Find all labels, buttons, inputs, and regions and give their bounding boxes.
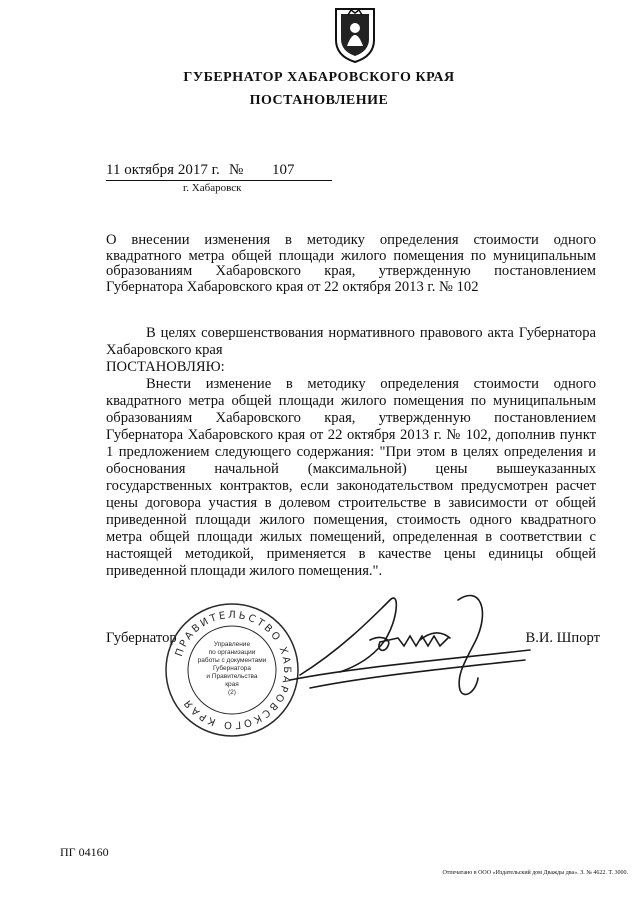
decree-word: ПОСТАНОВЛЯЮ: xyxy=(106,359,225,375)
main-paragraph: Внести изменение в методику определения стоимости одного квадратного метра общей площади жилого помещения по муниципальным образованиям Хабаровского края, утвержденную постановлением Губернатора Хабаровского края от 22 октября 2013 г. № 102, дополнив пункт 1 предложением следующего содержания: "При этом в целях определения и обоснования начальной (максимальной) цены вышеуказанных государственных контрактов, если законодательством предусмотрен расчет цены договора участия в долевом строительстве в зависимости от общей приведенной площади жилого помещения, стоимость одного квадратного метра общей площади жилых помещений, определенная в соответствии с настоящей методикой, применяется в качестве цены единицы общей приведенной площади жилого помещения.". xyxy=(106,376,596,579)
stamp-line-1: Управление xyxy=(213,641,251,648)
issuer-title: ГУБЕРНАТОР ХАБАРОВСКОГО КРАЯ xyxy=(183,70,455,85)
preamble-paragraph: В целях совершенствования нормативного правового акта Губернатора Хабаровского края xyxy=(106,325,596,358)
number-sign: № xyxy=(229,162,244,178)
stamp-line-4: Губернатора xyxy=(212,665,252,672)
svg-text:ПРАВИТЕЛЬСТВО ХАБАРОВСКОГО КРА: ПРАВИТЕЛЬСТВО ХАБАРОВСКОГО КРАЯ xyxy=(173,609,293,731)
stamp-line-3: работы с документами xyxy=(197,657,267,664)
document-type: ПОСТАНОВЛЕНИЕ xyxy=(249,93,389,108)
signatory-name: В.И. Шпорт xyxy=(525,630,600,646)
document-subject: О внесении изменения в методику определения стоимости одного квадратного метра общей площади жилого помещения по муниципальным образованиям Хабаровского края, утвержденную постановлением Губернатора Хабаровского края от 22 октября 2013 г. № 102 xyxy=(106,232,596,295)
stamp-line-7: (2) xyxy=(228,689,236,696)
signatory-position: Губернатор xyxy=(106,630,177,646)
handwritten-signature xyxy=(280,580,540,710)
printer-imprint: Отпечатано в ООО «Издательский дом Дважды два». З. № 4622. Т. 3000. xyxy=(442,870,628,876)
document-date: 11 октября 2017 г. xyxy=(106,162,220,178)
stamp-line-6: края xyxy=(225,681,239,688)
coat-of-arms-icon xyxy=(333,6,377,64)
stamp-line-2: по организации xyxy=(208,649,256,656)
date-number-line xyxy=(106,160,332,181)
city: г. Хабаровск xyxy=(183,182,242,194)
document-number: 107 xyxy=(272,162,295,178)
form-code: ПГ 04160 xyxy=(60,845,109,859)
stamp-line-5: и Правительства xyxy=(206,673,258,680)
